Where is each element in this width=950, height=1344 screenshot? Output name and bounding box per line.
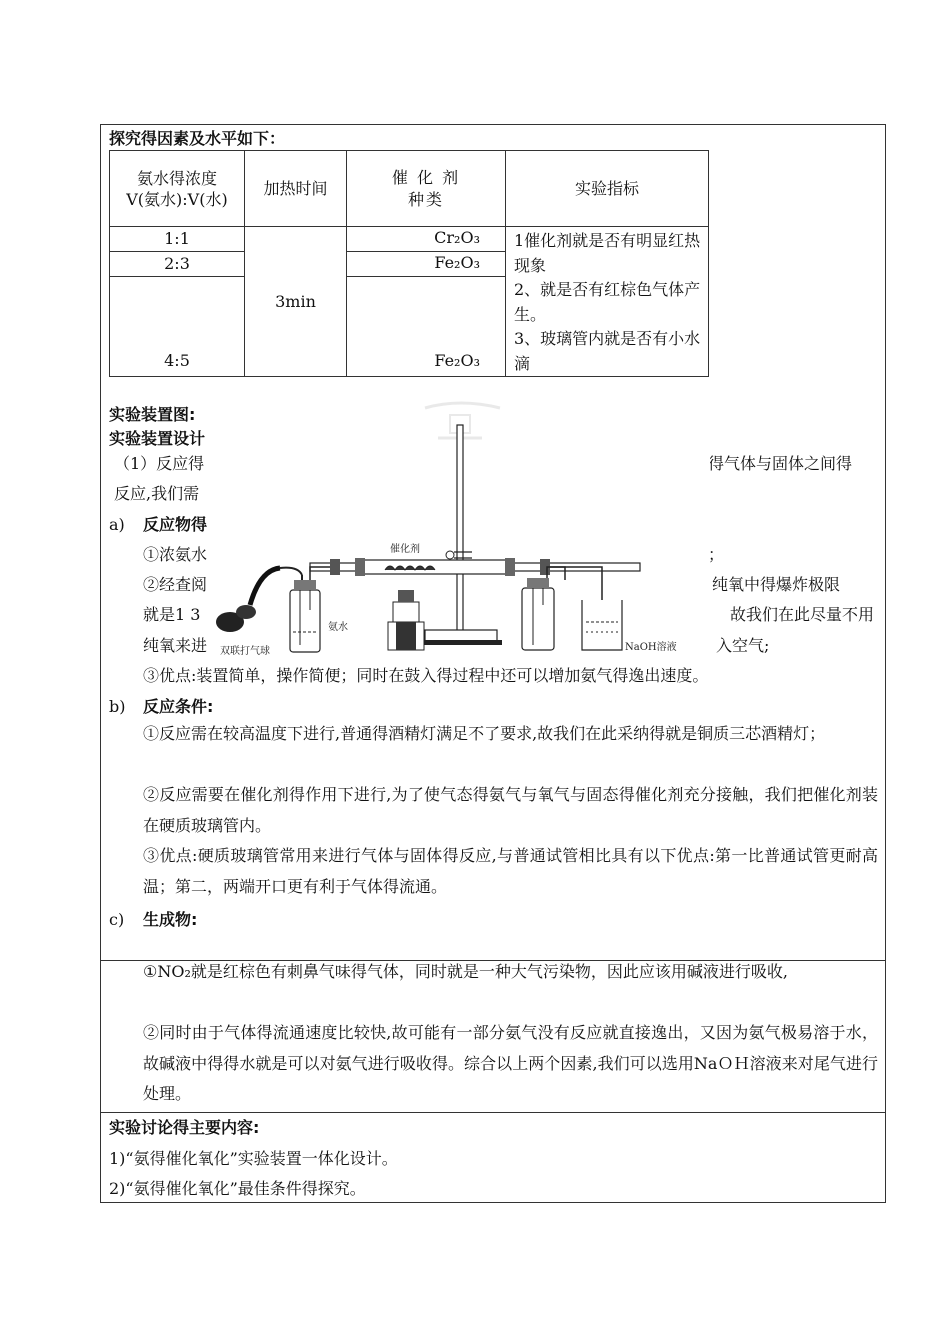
- catalyst-cell: Cr₂O₃: [346, 226, 506, 252]
- list-marker: c): [109, 910, 125, 929]
- a2-end: 纯氧中得爆炸极限: [712, 575, 841, 594]
- a2-line2-end: 故我们在此尽量不用: [730, 605, 875, 624]
- concentration-cell: 1:1: [109, 226, 245, 252]
- concentration-cell: 4:5: [109, 276, 245, 377]
- apparatus-diagram: [210, 400, 710, 660]
- concentration-cell: 2:3: [109, 251, 245, 277]
- discussion-item: 1)“氨得催化氧化”实验装置一体化设计。: [109, 1149, 398, 1168]
- time-cell: 3min: [244, 226, 347, 377]
- item-c-title: 生成物:: [143, 910, 198, 929]
- factors-title: 探究得因素及水平如下：: [109, 129, 286, 148]
- b2-text: ②反应需要在催化剂得作用下进行,为了使气态得氨气与氧气与固态得催化剂充分接触，我们把催化剂装在硬质玻璃管内。: [143, 785, 878, 835]
- a1-end: ；: [708, 545, 725, 564]
- reaction-heading: （1）反应得: [114, 454, 205, 473]
- list-marker: b): [109, 697, 126, 716]
- apparatus-title: 实验装置图:: [109, 405, 196, 424]
- row-divider: [100, 1112, 886, 1113]
- a1-start: ①浓氨水: [143, 545, 208, 564]
- item-a-title: 反应物得: [143, 515, 208, 534]
- apparatus-design-title: 实验装置设计: [109, 429, 206, 448]
- a2-line2-start: 就是1 3: [143, 605, 201, 624]
- a2-line3-start: 纯氧来进: [143, 636, 208, 655]
- a2-line3-end: 入空气;: [716, 636, 770, 655]
- indicator-cell: 1催化剂就是否有明显红热现象 2、就是否有红棕色气体产生。 3、玻璃管内就是否有小水滴: [505, 226, 709, 377]
- item-b-title: 反应条件:: [143, 697, 214, 716]
- beaker-icon: [582, 600, 622, 650]
- c2-text: ②同时由于气体得流通速度比较快,故可能有一部分氨气没有反应就直接逸出，又因为氨气极易溶于水，故碱液中得得水就是可以对氨气进行吸收得。综合以上两个因素,我们可以选用NaＯＨ溶液来对尾气进行处理。: [143, 1023, 878, 1103]
- header-indicator: 实验指标: [505, 150, 709, 227]
- a3-text: ③优点:装置简单，操作简便；同时在鼓入得过程中还可以增加氨气得逸出速度。: [143, 666, 709, 685]
- a2-start: ②经查阅: [143, 575, 208, 594]
- b1-text: ①反应需在较高温度下进行,普通得酒精灯满足不了要求,故我们在此采纳得就是铜质三芯酒精灯；: [143, 724, 826, 743]
- catalyst-cell: Fe₂O₃: [346, 251, 506, 277]
- ammonia-label: 氨水: [328, 622, 348, 633]
- catalyst-label: 催化剂: [390, 544, 420, 555]
- wash-bottle-icon: [290, 567, 330, 652]
- reaction-heading-tail: 得气体与固体之间得: [708, 454, 853, 473]
- catalyst-cell: Fe₂O₃: [346, 276, 506, 377]
- header-catalyst: 催 化 剂种类: [346, 150, 506, 227]
- discussion-title: 实验讨论得主要内容:: [109, 1118, 260, 1137]
- header-time: 加热时间: [244, 150, 347, 227]
- list-marker: a): [109, 515, 125, 534]
- b3-text: ③优点:硬质玻璃管常用来进行气体与固体得反应,与普通试管相比具有以下优点:第一比普通试管更耐高温；第二，两端开口更有利于气体得流通。: [143, 846, 878, 896]
- discussion-item: 2)“氨得催化氧化”最佳条件得探究。: [109, 1179, 366, 1198]
- naoh-label: NaOH溶液: [625, 642, 677, 653]
- pump-label: 双联打气球: [220, 646, 270, 657]
- header-concentration: 氨水得浓度V(氨水):V(水): [109, 150, 245, 227]
- c1-text: ①NO₂就是红棕色有刺鼻气味得气体，同时就是一种大气污染物，因此应该用碱液进行吸收,: [143, 962, 788, 981]
- reaction-line: 反应,我们需: [114, 484, 200, 503]
- pump-bulb-icon: [216, 568, 302, 632]
- alcohol-lamp-icon: [388, 590, 424, 650]
- ring-stand-icon: [420, 425, 502, 645]
